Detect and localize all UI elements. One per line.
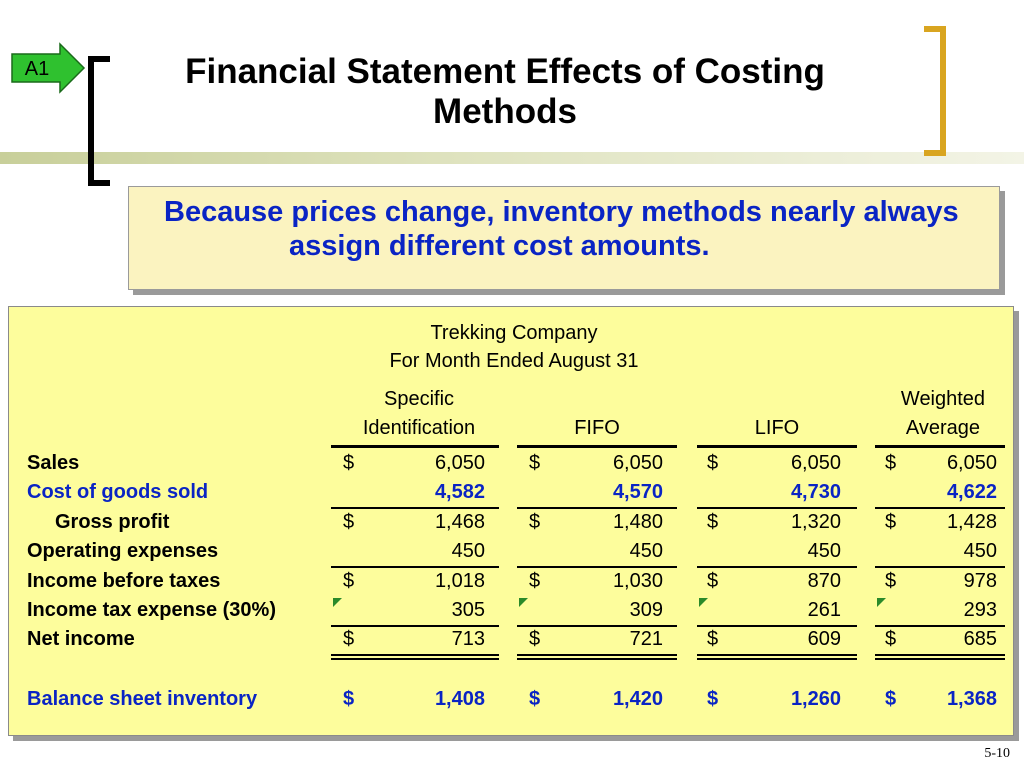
callout-text: Because prices change, inventory methods nearly always assign different cost amounts. bbox=[164, 196, 959, 262]
comment-marker-icon bbox=[333, 598, 342, 607]
total-double-rule bbox=[331, 654, 499, 660]
income-statement-panel bbox=[8, 306, 1014, 736]
total-double-rule bbox=[517, 654, 677, 660]
page-number: 5-10 bbox=[984, 746, 1010, 761]
table-row-income-tax-expense: Income tax expense (30%) 305 309 261 293 bbox=[27, 599, 997, 621]
page-title: Financial Statement Effects of Costing Methods bbox=[185, 52, 825, 131]
header-rule bbox=[875, 445, 1005, 448]
comment-marker-icon bbox=[699, 598, 708, 607]
statement-period: For Month Ended August 31 bbox=[389, 350, 639, 372]
callout-box bbox=[128, 186, 1000, 290]
right-bracket bbox=[924, 26, 946, 156]
table-row-gross-profit: Gross profit $ 1,468 $ 1,480 $ 1,320 $ 1,428 bbox=[55, 511, 997, 533]
column-header-lifo: LIFO bbox=[754, 417, 800, 439]
column-header-weighted: Weighted Average bbox=[900, 388, 986, 439]
table-row-sales: Sales $ 6,050 $ 6,050 $ 6,050 $ 6,050 bbox=[27, 452, 997, 474]
table-row-operating-expenses: Operating expenses 450 450 450 450 bbox=[27, 540, 997, 562]
column-header-fifo: FIFO bbox=[574, 417, 620, 439]
left-bracket bbox=[88, 56, 110, 186]
comment-marker-icon bbox=[519, 598, 528, 607]
table-row-balance-sheet-inventory: Balance sheet inventory $ 1,408 $ 1,420 $ 1,260 $ 1,368 bbox=[27, 688, 997, 710]
comment-marker-icon bbox=[877, 598, 886, 607]
company-name: Trekking Company bbox=[430, 322, 598, 344]
title-underline-bar bbox=[0, 152, 1024, 164]
total-double-rule bbox=[875, 654, 1005, 660]
total-double-rule bbox=[697, 654, 857, 660]
header-rule bbox=[517, 445, 677, 448]
table-row-income-before-taxes: Income before taxes $ 1,018 $ 1,030 $ 870 $ 978 bbox=[27, 570, 997, 592]
header-rule bbox=[697, 445, 857, 448]
table-row-cost-of-goods-sold: Cost of goods sold 4,582 4,570 4,730 4,622 bbox=[27, 481, 997, 503]
statement-heading bbox=[309, 319, 719, 375]
header-rule bbox=[331, 445, 499, 448]
table-row-net-income: Net income $ 713 $ 721 $ 609 $ 685 bbox=[27, 628, 997, 650]
a1-badge-label: A1 bbox=[24, 58, 50, 80]
column-header-specific: Specific Identification bbox=[362, 388, 476, 439]
